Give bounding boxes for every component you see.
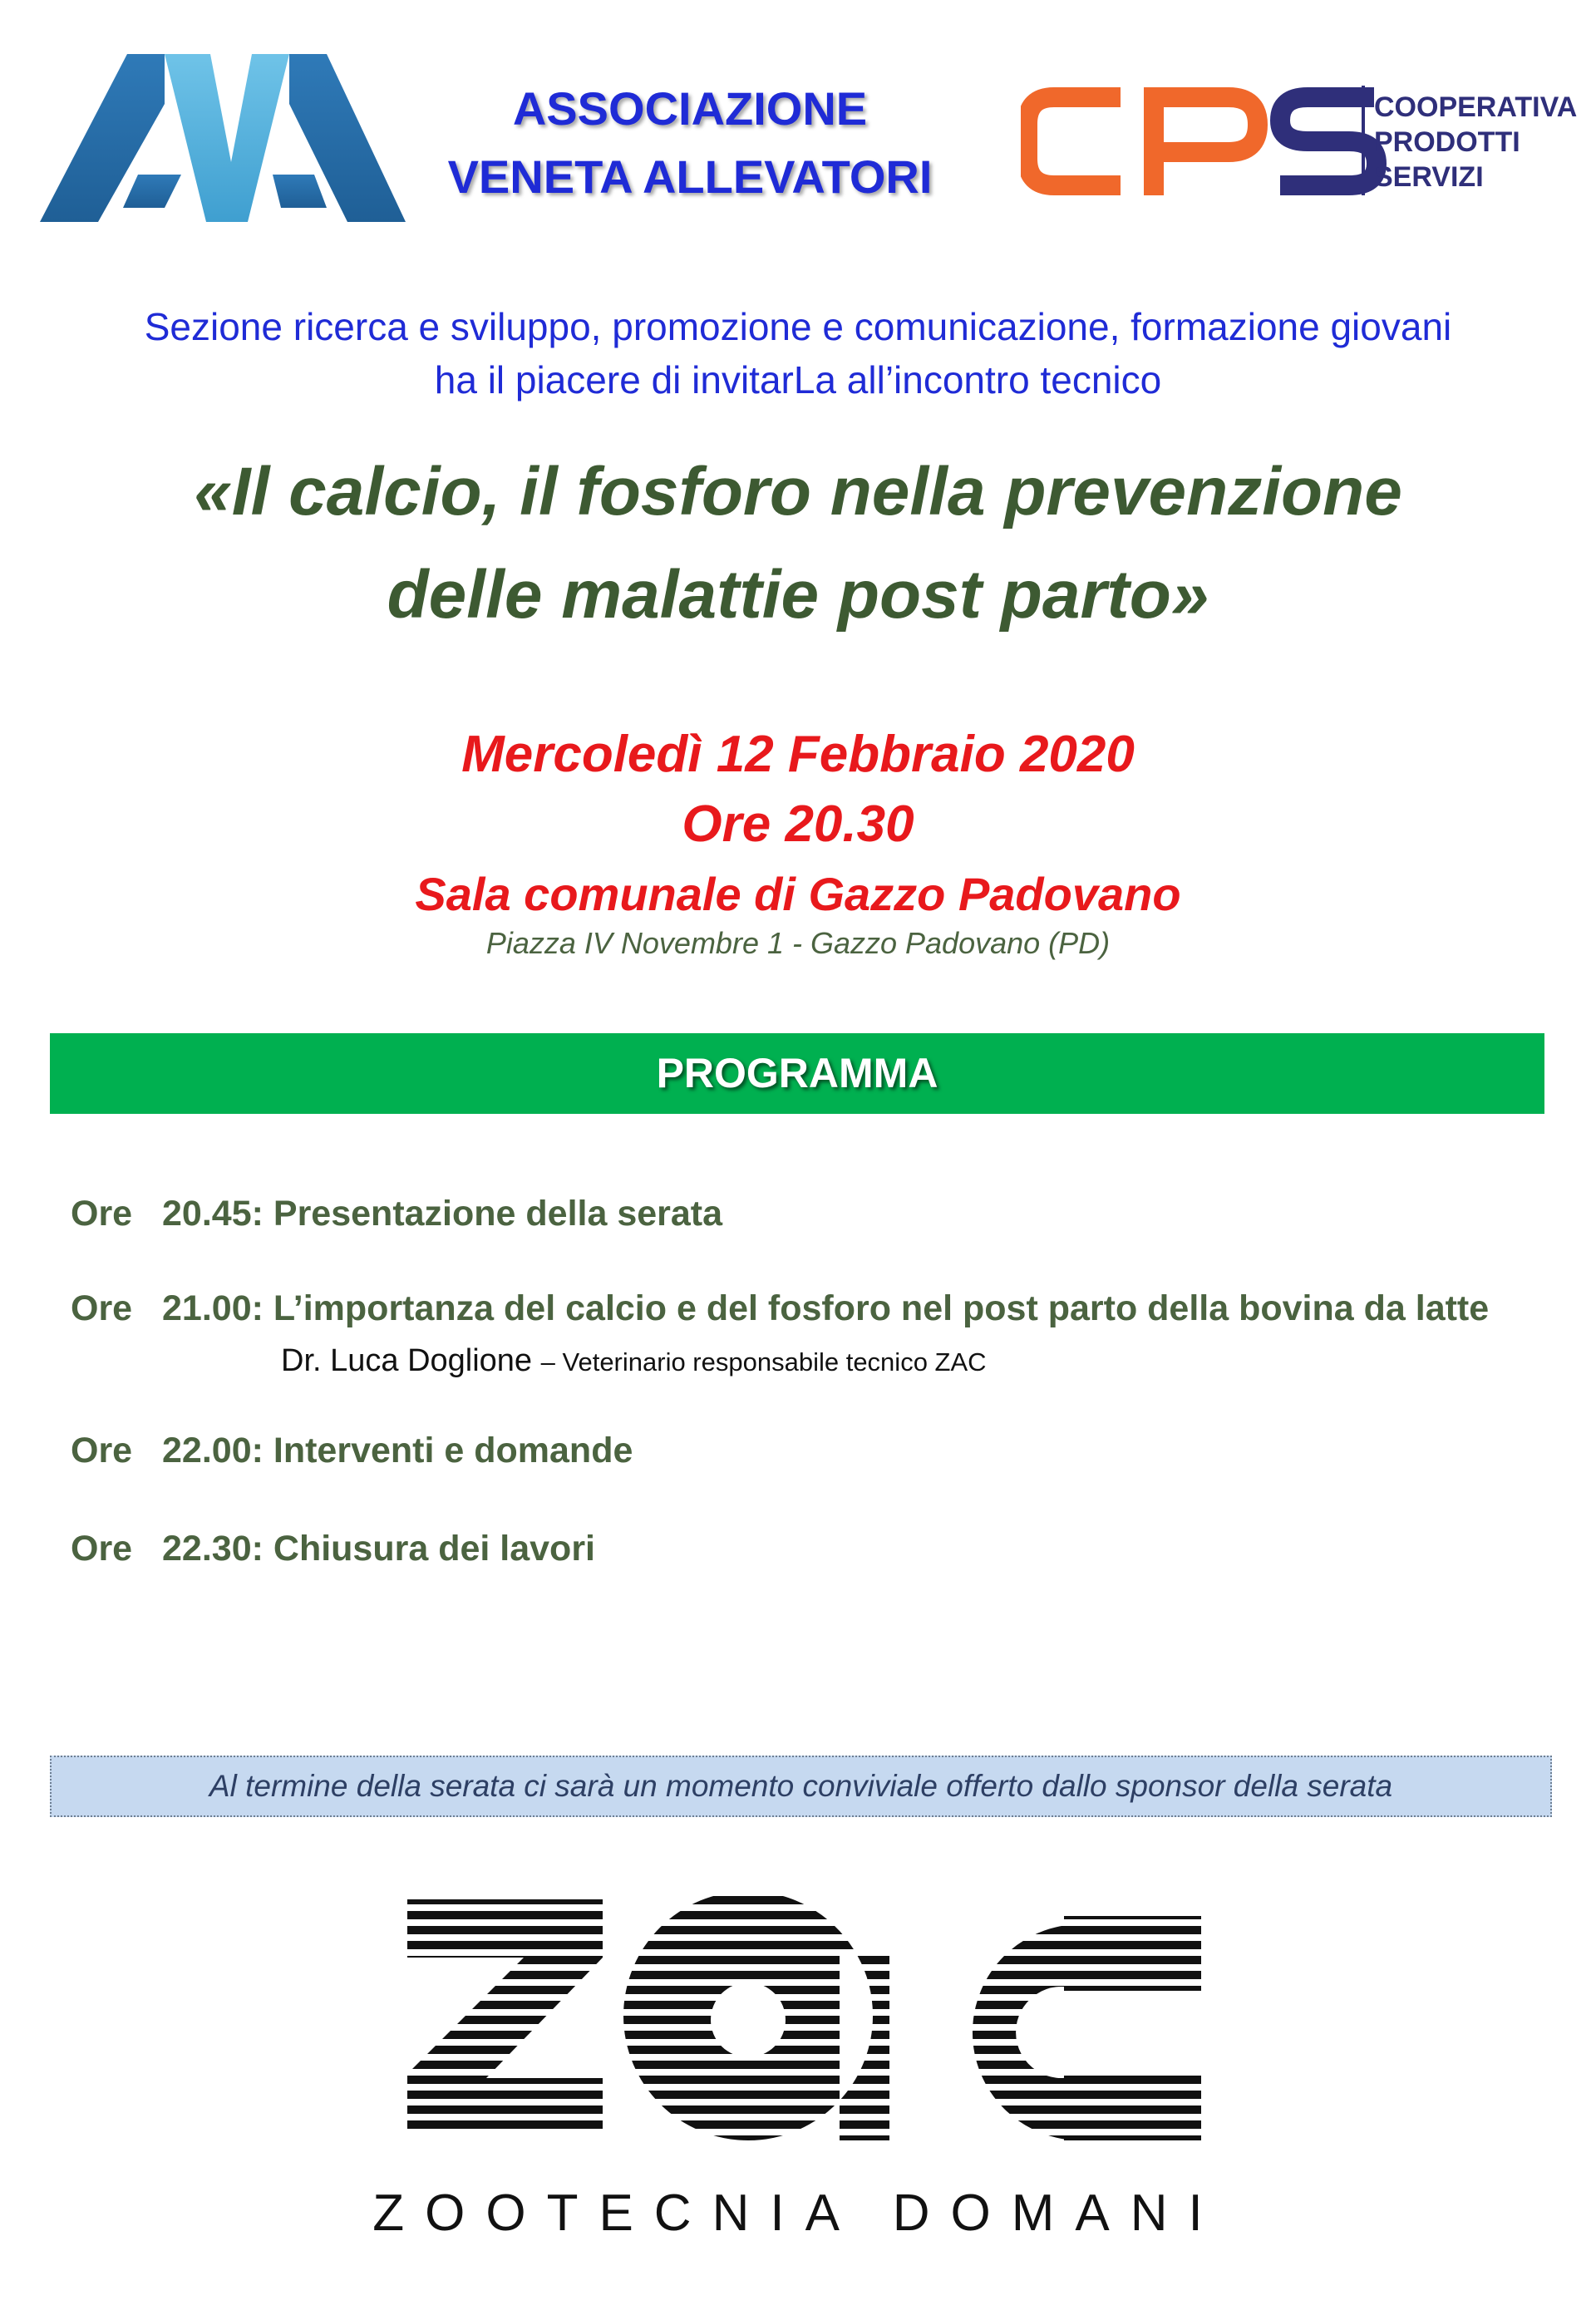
event-venue: Sala comunale di Gazzo Padovano <box>415 868 1181 920</box>
cps-line-2: PRODOTTI <box>1374 126 1520 158</box>
note-text: Al termine della serata ci sarà un momento conviviale offerto dallo sponsor della serata <box>209 1769 1393 1803</box>
schedule-row <box>71 1427 633 1474</box>
schedule-row <box>71 1525 595 1572</box>
association-line-2: VENETA ALLEVATORI <box>447 150 933 203</box>
schedule-text: L’importanza del calcio e del fosforo nel post parto della bovina da latte <box>273 1288 1490 1328</box>
event-address: Piazza IV Novembre 1 - Gazzo Padovano (PD) <box>485 926 1111 960</box>
event-title <box>0 441 1596 647</box>
cps-line-1: COOPERATIVA <box>1374 91 1578 123</box>
speaker-name: Dr. Luca Doglione <box>281 1343 533 1378</box>
association-line-1: ASSOCIAZIONE <box>512 82 868 135</box>
event-date: Mercoledì 12 Febbraio 2020 <box>461 726 1135 783</box>
speaker-role: – Veterinario responsabile tecnico ZAC <box>540 1347 987 1377</box>
title-line-1: «Il calcio, il fosforo nella prevenzione <box>194 454 1402 529</box>
note-box <box>50 1756 1552 1817</box>
intro-line-2: ha il piacere di invitarLa all’incontro tecnico <box>434 358 1162 401</box>
schedule-time: 20.45: <box>162 1194 264 1234</box>
program-heading: PROGRAMMA <box>656 1050 938 1096</box>
schedule-prefix: Ore <box>71 1288 133 1328</box>
schedule-prefix: Ore <box>71 1529 133 1569</box>
schedule-time: 22.00: <box>162 1431 264 1470</box>
program-bar <box>50 1033 1544 1114</box>
schedule-row <box>71 1190 722 1237</box>
schedule-row <box>71 1285 1489 1332</box>
schedule-prefix: Ore <box>71 1431 133 1470</box>
schedule-time: 22.30: <box>162 1529 264 1569</box>
cps-logo <box>1021 79 1586 204</box>
title-line-2: delle malattie post parto» <box>387 557 1209 633</box>
schedule-time: 21.00: <box>162 1288 264 1328</box>
event-time: Ore 20.30 <box>682 795 914 853</box>
schedule-text: Chiusura dei lavori <box>273 1529 595 1569</box>
association-name <box>416 75 964 211</box>
speaker-line <box>281 1338 987 1385</box>
schedule-prefix: Ore <box>71 1194 133 1234</box>
zac-caption: ZOOTECNIA DOMANI <box>372 2184 1224 2242</box>
ava-logo <box>40 37 406 224</box>
schedule-text: Presentazione della serata <box>273 1194 723 1234</box>
cps-line-3: SERVIZI <box>1374 161 1484 193</box>
zac-logo <box>399 1866 1214 2224</box>
intro-line-1: Sezione ricerca e sviluppo, promozione e comunicazione, formazione giovani <box>144 305 1452 348</box>
schedule-text: Interventi e domande <box>273 1431 633 1470</box>
